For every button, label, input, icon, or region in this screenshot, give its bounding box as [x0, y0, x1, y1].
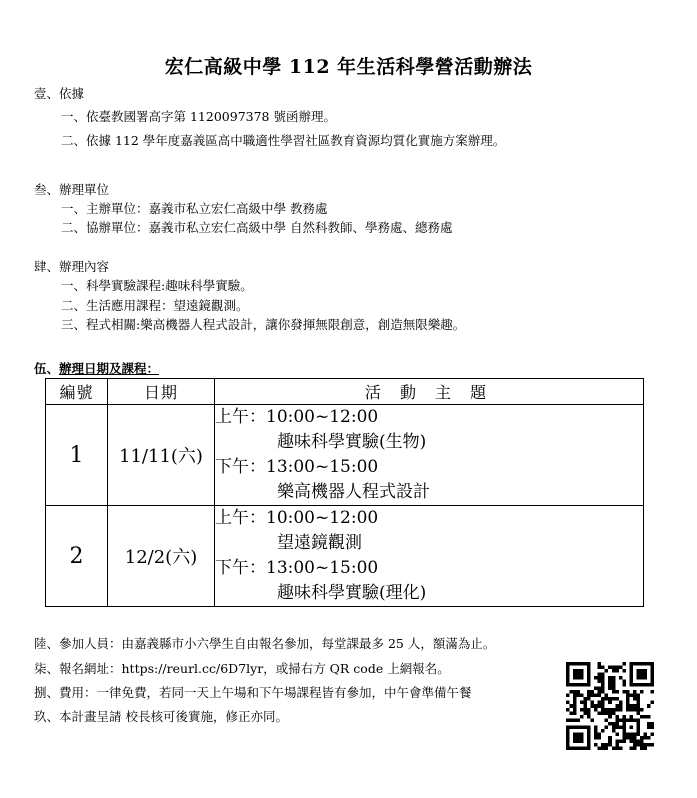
section-4-item-3: 三、程式相關:樂高機器人程式設計，讓你發揮無限創意，創造無限樂趣。 — [61, 317, 466, 332]
row-number: 1 — [46, 405, 108, 506]
am-topic: 望遠鏡觀測 — [277, 533, 362, 553]
section-1-item-1: 一、依臺教國署高字第 1120097378 號函辦理。 — [61, 109, 336, 124]
section-3-item-2: 二、協辦單位：嘉義市私立宏仁高級中學 自然科教師、學務處、總務處 — [61, 220, 453, 235]
section-6-participants: 陸、參加人員：由嘉義縣市小六學生自由報名參加，每堂課最多 25 人，額滿為止。 — [34, 636, 496, 651]
section-8-fee: 捌、費用：一律免費，若同一天上午場和下午場課程皆有參加，中午會準備午餐 — [34, 685, 472, 700]
row-number: 2 — [46, 506, 108, 607]
pm-topic: 樂高機器人程式設計 — [277, 482, 430, 502]
pm-time: 下午：13:00~15:00 — [215, 457, 379, 477]
row-activities — [215, 506, 644, 607]
section-4-heading: 肆、辦理內容 — [34, 259, 110, 274]
row-date: 11/11(六) — [108, 405, 215, 506]
pm-time: 下午：13:00~15:00 — [215, 558, 379, 578]
section-5-prefix: 伍、 — [34, 361, 60, 376]
section-4-item-2: 二、生活應用課程：望遠鏡觀測。 — [61, 298, 249, 313]
header-number: 編號 — [46, 379, 108, 405]
table-row — [46, 405, 644, 506]
section-5-heading — [34, 359, 159, 377]
section-3-heading: 叁、辦理單位 — [34, 182, 110, 197]
section-3-item-1: 一、主辦單位：嘉義市私立宏仁高級中學 教務處 — [61, 201, 328, 216]
section-9-approval: 玖、本計畫呈請 校長核可後實施，修正亦同。 — [34, 709, 288, 724]
row-date: 12/2(六) — [108, 506, 215, 607]
section-1-item-2: 二、依據 112 學年度嘉義區高中職適性學習社區教育資源均質化實施方案辦理。 — [61, 133, 506, 148]
row-activities — [215, 405, 644, 506]
table-row — [46, 506, 644, 607]
table-header-row — [46, 379, 644, 405]
am-topic: 趣味科學實驗(生物) — [277, 432, 427, 452]
am-time: 上午：10:00~12:00 — [215, 508, 379, 528]
document-title: 宏仁高級中學 112 年生活科學營活動辦法 — [164, 56, 533, 78]
section-5-title: 辦理日期及課程： — [59, 361, 160, 376]
header-date: 日期 — [108, 379, 215, 405]
section-1-heading: 壹、依據 — [34, 86, 85, 101]
am-time: 上午：10:00~12:00 — [215, 407, 379, 427]
pm-topic: 趣味科學實驗(理化) — [277, 583, 427, 603]
header-topic: 活 動 主 題 — [215, 379, 644, 405]
qr-code-icon[interactable] — [566, 662, 654, 750]
section-7-registration: 柒、報名網址：https://reurl.cc/6D7lyr，或掃右方 QR code 上網報名。 — [34, 661, 450, 676]
section-4-item-1: 一、科學實驗課程:趣味科學實驗。 — [61, 278, 253, 293]
schedule-table — [45, 378, 644, 607]
